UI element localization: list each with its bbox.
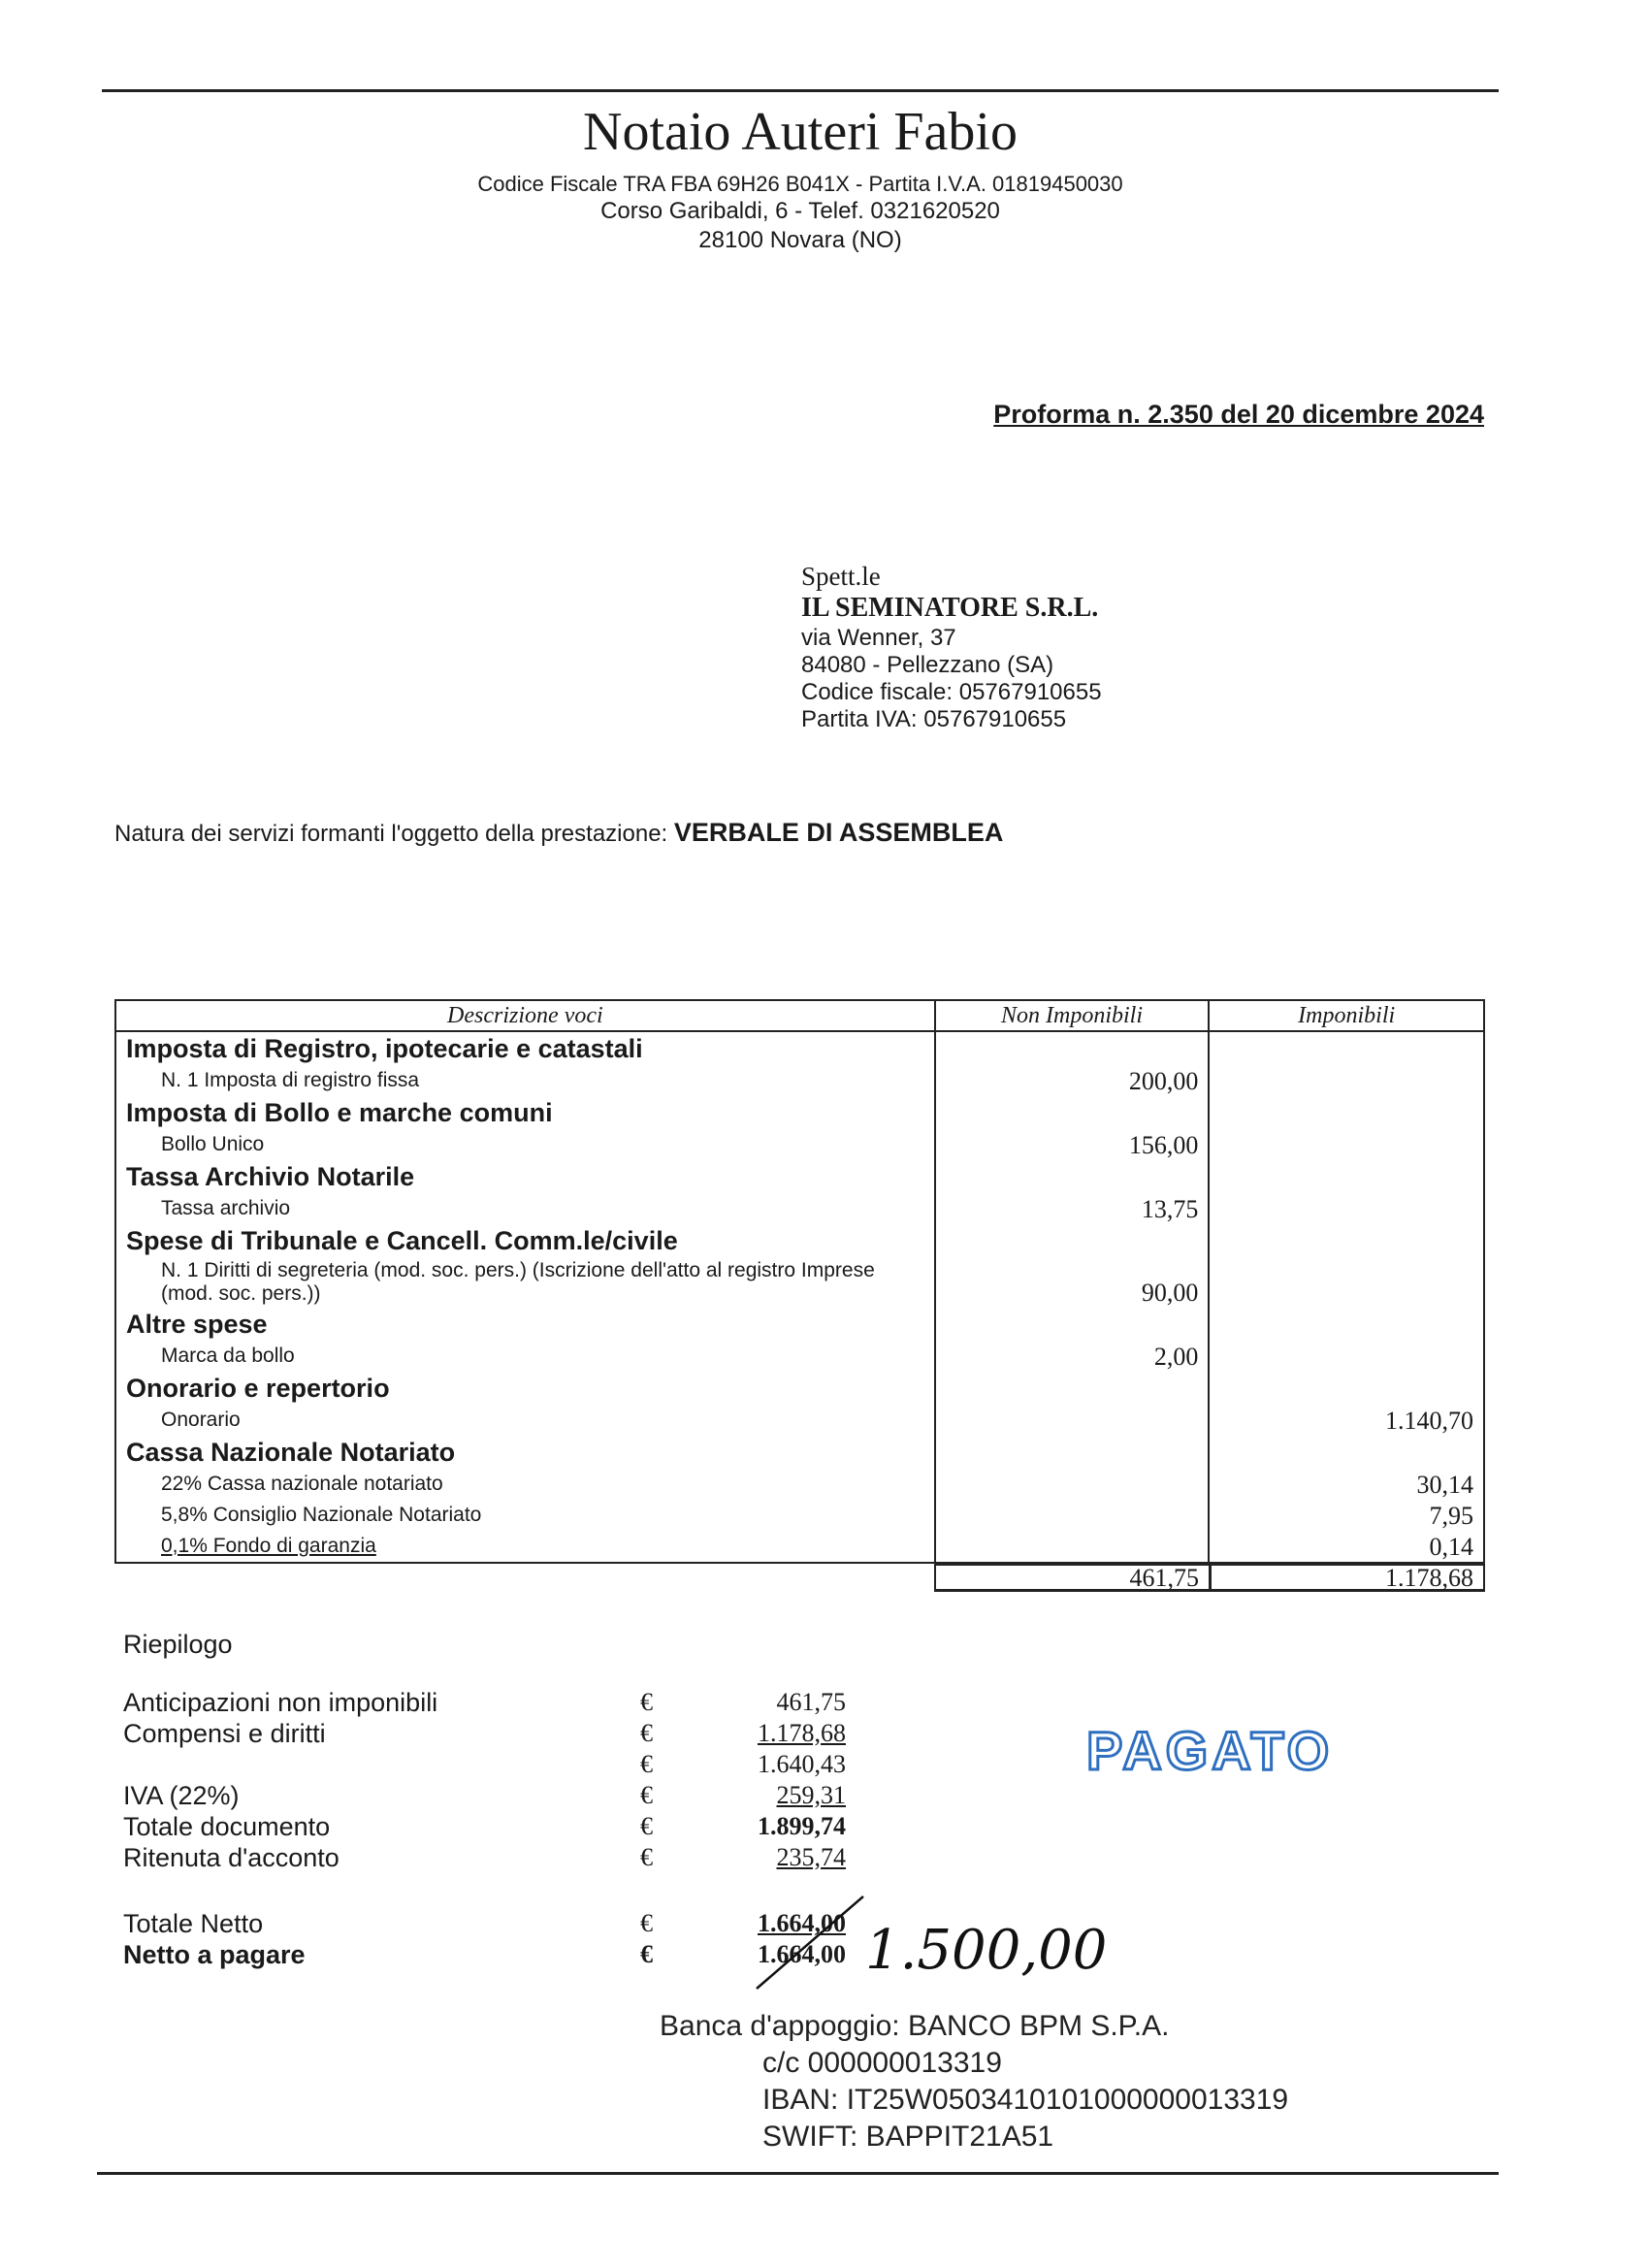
recipient-salutation: Spett.le	[801, 562, 881, 591]
table-row	[115, 1405, 1484, 1436]
city-line: 28100 Novara (NO)	[698, 227, 902, 253]
category-row	[115, 1031, 1484, 1065]
item-non-imponibili: 200,00	[935, 1065, 1210, 1096]
recipient-street: via Wenner, 37	[801, 625, 956, 651]
bank-iban: IBAN: IT25W0503410101000000013319	[762, 2084, 1289, 2116]
category-title: Cassa Nazionale Notariato	[115, 1436, 935, 1469]
recipient-block	[801, 561, 1102, 733]
item-imponibili: 1.140,70	[1209, 1405, 1484, 1436]
table-row	[115, 1341, 1484, 1372]
item-non-imponibili: 156,00	[935, 1129, 1210, 1160]
bank-swift: SWIFT: BAPPIT21A51	[762, 2121, 1054, 2153]
recipient-codice-fiscale: Codice fiscale: 05767910655	[801, 679, 1102, 705]
bank-account: c/c 000000013319	[762, 2047, 1002, 2079]
total-imponibili: 1.178,68	[1210, 1563, 1485, 1592]
table-row	[115, 1469, 1484, 1500]
handwritten-amount: 1.500,00	[865, 1919, 1108, 1982]
category-row	[115, 1160, 1484, 1193]
category-title: Onorario e repertorio	[115, 1372, 935, 1405]
currency-symbol: €	[640, 1688, 653, 1716]
total-non-imponibili: 461,75	[934, 1563, 1211, 1592]
category-title: Imposta di Bollo e marche comuni	[115, 1096, 935, 1129]
summary-label: Anticipazioni non imponibili	[123, 1688, 438, 1717]
summary-label: Totale Netto	[123, 1909, 264, 1938]
table-row	[115, 1500, 1484, 1531]
category-title: Altre spese	[115, 1308, 935, 1341]
category-title: Tassa Archivio Notarile	[115, 1160, 935, 1193]
table-row	[115, 1129, 1484, 1160]
table-row	[115, 1531, 1484, 1563]
item-imponibili	[1209, 1065, 1484, 1096]
item-non-imponibili	[935, 1405, 1210, 1436]
header-imponibili: Imponibili	[1209, 1000, 1484, 1031]
currency-symbol: €	[640, 1940, 653, 1968]
service-nature-label: Natura dei servizi formanti l'oggetto della prestazione:	[114, 821, 668, 847]
summary-value: 1.640,43	[758, 1750, 846, 1778]
strike-through-mark	[737, 1892, 883, 1998]
item-imponibili	[1209, 1257, 1484, 1308]
currency-symbol: €	[640, 1781, 653, 1809]
notary-name: Notaio Auteri Fabio	[583, 102, 1018, 162]
address-line: Corso Garibaldi, 6 - Telef. 0321620520	[600, 198, 1000, 224]
category-row	[115, 1436, 1484, 1469]
currency-symbol: €	[640, 1909, 653, 1937]
table-header-row	[115, 1000, 1484, 1031]
item-non-imponibili	[935, 1469, 1210, 1500]
summary-value: 1.899,74	[758, 1812, 846, 1840]
summary-label: Totale documento	[123, 1812, 331, 1841]
summary-value: 259,31	[776, 1781, 846, 1809]
item-imponibili: 30,14	[1209, 1469, 1484, 1500]
table-row	[115, 1257, 1484, 1308]
bottom-rule	[97, 2172, 1499, 2175]
fiscal-line: Codice Fiscale TRA FBA 69H26 B041X - Partita I.V.A. 01819450030	[477, 172, 1123, 196]
item-imponibili	[1209, 1341, 1484, 1372]
item-imponibili: 7,95	[1209, 1500, 1484, 1531]
proforma-number: Proforma n. 2.350 del 20 dicembre 2024	[993, 400, 1484, 429]
item-non-imponibili	[935, 1500, 1210, 1531]
item-imponibili: 0,14	[1209, 1531, 1484, 1563]
summary-label: Compensi e diritti	[123, 1719, 326, 1748]
summary-label: IVA (22%)	[123, 1781, 240, 1810]
service-nature	[114, 818, 1003, 848]
summary-value: 1.664,00	[758, 1940, 846, 1968]
summary-value: 461,75	[776, 1688, 846, 1716]
recipient-company: IL SEMINATORE S.R.L.	[801, 593, 1099, 623]
category-row	[115, 1372, 1484, 1405]
currency-symbol: €	[640, 1719, 653, 1747]
item-description: Onorario	[115, 1405, 935, 1436]
item-description: 5,8% Consiglio Nazionale Notariato	[115, 1500, 935, 1531]
header-description: Descrizione voci	[115, 1000, 935, 1031]
summary-label: Ritenuta d'acconto	[123, 1843, 340, 1872]
recipient-city: 84080 - Pellezzano (SA)	[801, 652, 1054, 678]
bank-name: BANCO BPM S.P.A.	[907, 2010, 1170, 2042]
recipient-partita-iva: Partita IVA: 05767910655	[801, 706, 1067, 732]
item-imponibili	[1209, 1129, 1484, 1160]
item-description: Bollo Unico	[115, 1129, 935, 1160]
item-non-imponibili: 90,00	[935, 1257, 1210, 1308]
bank-label: Banca d'appoggio:	[660, 2010, 900, 2042]
service-nature-value: VERBALE DI ASSEMBLEA	[673, 818, 1004, 847]
currency-symbol: €	[640, 1750, 653, 1778]
item-description: Tassa archivio	[115, 1193, 935, 1224]
item-description: N. 1 Diritti di segreteria (mod. soc. pers.) (Iscrizione dell'atto al registro Imprese (mod. soc. pers.))	[115, 1257, 935, 1308]
table-row	[115, 1065, 1484, 1096]
item-description: 0,1% Fondo di garanzia	[115, 1531, 935, 1563]
summary-value: 1.178,68	[758, 1719, 846, 1747]
item-description: Marca da bollo	[115, 1341, 935, 1372]
item-non-imponibili	[935, 1531, 1210, 1563]
category-row	[115, 1224, 1484, 1257]
top-rule	[102, 89, 1499, 92]
item-non-imponibili: 13,75	[935, 1193, 1210, 1224]
item-description: 22% Cassa nazionale notariato	[115, 1469, 935, 1500]
summary-value: 235,74	[776, 1843, 846, 1871]
bank-label-line	[660, 2008, 1169, 2045]
table-row	[115, 1193, 1484, 1224]
category-row	[115, 1308, 1484, 1341]
item-imponibili	[1209, 1193, 1484, 1224]
header-non-imponibili: Non Imponibili	[935, 1000, 1210, 1031]
summary-value: 1.664,00	[758, 1909, 846, 1937]
summary-title: Riepilogo	[123, 1630, 233, 1659]
item-non-imponibili: 2,00	[935, 1341, 1210, 1372]
summary-label: Netto a pagare	[123, 1940, 306, 1969]
currency-symbol: €	[640, 1812, 653, 1840]
items-table	[114, 999, 1485, 1564]
category-title: Spese di Tribunale e Cancell. Comm.le/civile	[115, 1224, 935, 1257]
item-description: N. 1 Imposta di registro fissa	[115, 1065, 935, 1096]
category-title: Imposta di Registro, ipotecarie e catastali	[115, 1031, 935, 1065]
category-row	[115, 1096, 1484, 1129]
paid-stamp: PAGATO	[1086, 1720, 1334, 1781]
currency-symbol: €	[640, 1843, 653, 1871]
